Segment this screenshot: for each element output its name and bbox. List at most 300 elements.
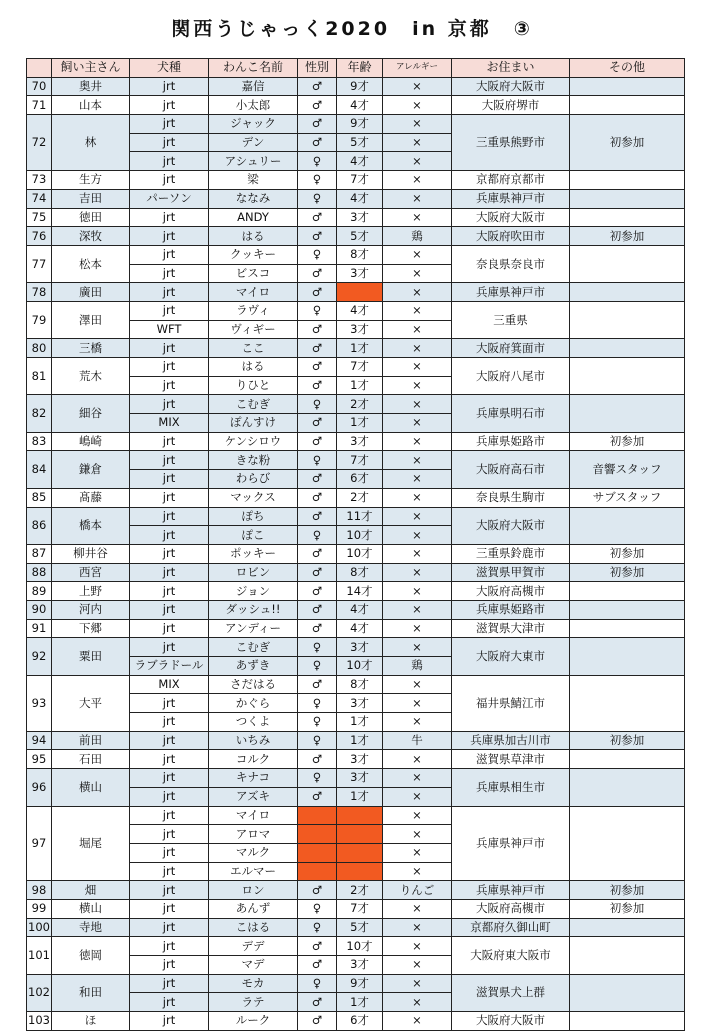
dog-sex: ♀ xyxy=(298,301,337,320)
entry-number: 103 xyxy=(27,1012,52,1031)
table-row xyxy=(27,115,685,134)
owner-name: 松本 xyxy=(52,245,130,282)
entry-number: 77 xyxy=(27,245,52,282)
dog-allergy: 鶏 xyxy=(383,657,452,676)
dog-allergy: × xyxy=(383,694,452,713)
owner-address: 兵庫県相生市 xyxy=(452,769,570,806)
dog-sex: ♂ xyxy=(298,77,337,96)
dog-name: ロン xyxy=(209,881,298,900)
dog-sex: ♂ xyxy=(298,488,337,507)
table-row xyxy=(27,731,685,750)
dog-breed: jrt xyxy=(130,731,209,750)
dog-breed: jrt xyxy=(130,993,209,1012)
dog-allergy: × xyxy=(383,769,452,788)
dog-name: きな粉 xyxy=(209,451,298,470)
dog-age: 11才 xyxy=(337,507,383,526)
table-row xyxy=(27,358,685,377)
header-other: その他 xyxy=(570,59,685,78)
table-row xyxy=(27,77,685,96)
dog-age xyxy=(337,862,383,881)
owner-address: 大阪府大阪市 xyxy=(452,208,570,227)
owner-name: 和田 xyxy=(52,974,130,1011)
dog-breed: jrt xyxy=(130,806,209,825)
owner-address: 兵庫県神戸市 xyxy=(452,806,570,881)
dog-age: 6才 xyxy=(337,470,383,489)
dog-allergy: 牛 xyxy=(383,731,452,750)
dog-sex: ♂ xyxy=(298,881,337,900)
owner-note: 初参加 xyxy=(570,544,685,563)
dog-breed: jrt xyxy=(130,339,209,358)
owner-address: 滋賀県草津市 xyxy=(452,750,570,769)
dog-age: 10才 xyxy=(337,526,383,545)
dog-breed: jrt xyxy=(130,115,209,134)
dog-breed: jrt xyxy=(130,264,209,283)
owner-address: 大阪府箕面市 xyxy=(452,339,570,358)
dog-name: ポッキー xyxy=(209,544,298,563)
dog-name: ヴィギー xyxy=(209,320,298,339)
dog-breed: MIX xyxy=(130,675,209,694)
dog-sex: ♂ xyxy=(298,358,337,377)
owner-note xyxy=(570,245,685,282)
dog-allergy: × xyxy=(383,825,452,844)
owner-address: 大阪府大阪市 xyxy=(452,77,570,96)
owner-note xyxy=(570,358,685,395)
owner-name: 横山 xyxy=(52,899,130,918)
header-dog-name: わんこ名前 xyxy=(209,59,298,78)
dog-name: マデ xyxy=(209,956,298,975)
entry-number: 83 xyxy=(27,432,52,451)
dog-sex: ♂ xyxy=(298,283,337,302)
entry-number: 92 xyxy=(27,638,52,675)
dog-sex: ♀ xyxy=(298,171,337,190)
owner-address: 京都府京都市 xyxy=(452,171,570,190)
table-row xyxy=(27,918,685,937)
dog-allergy: × xyxy=(383,507,452,526)
owner-address: 大阪府大阪市 xyxy=(452,507,570,544)
dog-allergy: × xyxy=(383,488,452,507)
dog-name: 嘉信 xyxy=(209,77,298,96)
owner-note: 初参加 xyxy=(570,432,685,451)
dog-age: 8才 xyxy=(337,675,383,694)
dog-age: 2才 xyxy=(337,395,383,414)
entry-number: 84 xyxy=(27,451,52,488)
dog-allergy: × xyxy=(383,115,452,134)
dog-name: デデ xyxy=(209,937,298,956)
dog-age xyxy=(337,806,383,825)
table-body xyxy=(27,77,685,1030)
dog-age: 3才 xyxy=(337,432,383,451)
dog-breed: jrt xyxy=(130,974,209,993)
dog-allergy: × xyxy=(383,339,452,358)
dog-name: ジョン xyxy=(209,582,298,601)
dog-name: ダッシュ!! xyxy=(209,600,298,619)
dog-sex: ♂ xyxy=(298,582,337,601)
owner-name: 奥井 xyxy=(52,77,130,96)
table-row xyxy=(27,283,685,302)
owner-name: 横山 xyxy=(52,769,130,806)
owner-note xyxy=(570,301,685,338)
owner-address: 大阪府高石市 xyxy=(452,451,570,488)
entry-number: 90 xyxy=(27,600,52,619)
entry-number: 88 xyxy=(27,563,52,582)
owner-note xyxy=(570,675,685,731)
owner-name: 廣田 xyxy=(52,283,130,302)
dog-age: 4才 xyxy=(337,189,383,208)
entry-number: 82 xyxy=(27,395,52,432)
owner-address: 大阪府堺市 xyxy=(452,96,570,115)
dog-name: ビスコ xyxy=(209,264,298,283)
dog-sex: ♀ xyxy=(298,657,337,676)
table-row xyxy=(27,600,685,619)
dog-allergy: × xyxy=(383,470,452,489)
owner-name: ほ xyxy=(52,1012,130,1031)
dog-allergy: × xyxy=(383,171,452,190)
dog-allergy: × xyxy=(383,787,452,806)
dog-breed: jrt xyxy=(130,451,209,470)
dog-allergy: × xyxy=(383,414,452,433)
dog-name: わらび xyxy=(209,470,298,489)
dog-allergy: × xyxy=(383,526,452,545)
owner-name: 畑 xyxy=(52,881,130,900)
dog-allergy: × xyxy=(383,77,452,96)
owner-note xyxy=(570,600,685,619)
dog-allergy: × xyxy=(383,619,452,638)
dog-age: 10才 xyxy=(337,544,383,563)
dog-age: 1才 xyxy=(337,993,383,1012)
owner-address: 大阪府高槻市 xyxy=(452,899,570,918)
dog-age: 3才 xyxy=(337,264,383,283)
dog-breed: jrt xyxy=(130,638,209,657)
dog-sex: ♀ xyxy=(298,638,337,657)
dog-allergy: × xyxy=(383,806,452,825)
table-row xyxy=(27,432,685,451)
dog-name: マイロ xyxy=(209,283,298,302)
table-row xyxy=(27,563,685,582)
dog-name: アシュリー xyxy=(209,152,298,171)
entry-number: 99 xyxy=(27,899,52,918)
dog-name: マックス xyxy=(209,488,298,507)
dog-name: コルク xyxy=(209,750,298,769)
owner-address: 滋賀県犬上群 xyxy=(452,974,570,1011)
dog-allergy: × xyxy=(383,245,452,264)
dog-allergy: × xyxy=(383,675,452,694)
dog-sex: ♀ xyxy=(298,899,337,918)
table-row xyxy=(27,488,685,507)
dog-name: ロビン xyxy=(209,563,298,582)
owner-note: 初参加 xyxy=(570,899,685,918)
owner-name: 山本 xyxy=(52,96,130,115)
dog-breed: jrt xyxy=(130,862,209,881)
dog-name: キナコ xyxy=(209,769,298,788)
owner-note xyxy=(570,507,685,544)
owner-name: 澤田 xyxy=(52,301,130,338)
dog-name: エルマー xyxy=(209,862,298,881)
dog-name: ここ xyxy=(209,339,298,358)
table-row xyxy=(27,750,685,769)
dog-sex: ♀ xyxy=(298,245,337,264)
dog-name: さだはる xyxy=(209,675,298,694)
dog-age: 1才 xyxy=(337,339,383,358)
dog-name: アロマ xyxy=(209,825,298,844)
dog-allergy: × xyxy=(383,189,452,208)
owner-name: 徳岡 xyxy=(52,937,130,974)
dog-breed: jrt xyxy=(130,77,209,96)
owner-address: 大阪府八尾市 xyxy=(452,358,570,395)
dog-breed: jrt xyxy=(130,470,209,489)
dog-age: 7才 xyxy=(337,358,383,377)
dog-sex: ♂ xyxy=(298,339,337,358)
dog-breed: jrt xyxy=(130,544,209,563)
dog-allergy: × xyxy=(383,208,452,227)
dog-breed: jrt xyxy=(130,918,209,937)
header-address: お住まい xyxy=(452,59,570,78)
dog-name: つくよ xyxy=(209,713,298,732)
dog-age: 3才 xyxy=(337,638,383,657)
dog-sex: ♂ xyxy=(298,750,337,769)
dog-name: ぽち xyxy=(209,507,298,526)
dog-sex: ♂ xyxy=(298,563,337,582)
dog-sex: ♂ xyxy=(298,264,337,283)
owner-address: 三重県 xyxy=(452,301,570,338)
owner-name: 林 xyxy=(52,115,130,171)
dog-allergy: × xyxy=(383,638,452,657)
dog-age: 1才 xyxy=(337,376,383,395)
owner-address: 大阪府大阪市 xyxy=(452,1012,570,1031)
dog-name: ぽんすけ xyxy=(209,414,298,433)
owner-address: 兵庫県姫路市 xyxy=(452,600,570,619)
dog-breed: jrt xyxy=(130,694,209,713)
dog-name: 梁 xyxy=(209,171,298,190)
entry-number: 74 xyxy=(27,189,52,208)
owner-note xyxy=(570,96,685,115)
dog-breed: jrt xyxy=(130,507,209,526)
dog-sex: ♀ xyxy=(298,974,337,993)
table-row xyxy=(27,974,685,993)
owner-address: 京都府久御山町 xyxy=(452,918,570,937)
owner-note xyxy=(570,1012,685,1031)
dog-breed: jrt xyxy=(130,152,209,171)
dog-breed: jrt xyxy=(130,937,209,956)
header-sex: 性別 xyxy=(298,59,337,78)
dog-name: こはる xyxy=(209,918,298,937)
dog-breed: jrt xyxy=(130,301,209,320)
dog-allergy: × xyxy=(383,320,452,339)
owner-address: 滋賀県甲賀市 xyxy=(452,563,570,582)
dog-allergy: × xyxy=(383,582,452,601)
dog-allergy: × xyxy=(383,451,452,470)
owner-note: 音響スタッフ xyxy=(570,451,685,488)
dog-sex: ♂ xyxy=(298,993,337,1012)
table-row xyxy=(27,582,685,601)
owner-note xyxy=(570,395,685,432)
owner-address: 滋賀県大津市 xyxy=(452,619,570,638)
owner-note: 初参加 xyxy=(570,731,685,750)
dog-sex xyxy=(298,806,337,825)
dog-allergy: × xyxy=(383,358,452,377)
owner-name: 細谷 xyxy=(52,395,130,432)
dog-sex: ♂ xyxy=(298,320,337,339)
entry-number: 78 xyxy=(27,283,52,302)
owner-name: 荒木 xyxy=(52,358,130,395)
dog-breed: jrt xyxy=(130,208,209,227)
owner-note xyxy=(570,77,685,96)
owner-note: 初参加 xyxy=(570,227,685,246)
dog-breed: jrt xyxy=(130,619,209,638)
dog-allergy: × xyxy=(383,956,452,975)
owner-name: 嶋崎 xyxy=(52,432,130,451)
entry-number: 79 xyxy=(27,301,52,338)
dog-allergy: × xyxy=(383,264,452,283)
owner-address: 兵庫県明石市 xyxy=(452,395,570,432)
dog-allergy: × xyxy=(383,713,452,732)
dog-breed: jrt xyxy=(130,133,209,152)
dog-allergy: 鶏 xyxy=(383,227,452,246)
table-row xyxy=(27,301,685,320)
dog-age: 1才 xyxy=(337,731,383,750)
dog-age: 4才 xyxy=(337,600,383,619)
dog-allergy: × xyxy=(383,133,452,152)
dog-age: 5才 xyxy=(337,227,383,246)
owner-address: 兵庫県神戸市 xyxy=(452,283,570,302)
entry-number: 101 xyxy=(27,937,52,974)
owner-name: 河内 xyxy=(52,600,130,619)
dog-allergy: × xyxy=(383,376,452,395)
dog-breed: パーソン xyxy=(130,189,209,208)
entry-number: 94 xyxy=(27,731,52,750)
entry-number: 76 xyxy=(27,227,52,246)
dog-allergy: × xyxy=(383,301,452,320)
dog-age: 9才 xyxy=(337,115,383,134)
owner-address: 兵庫県神戸市 xyxy=(452,189,570,208)
dog-age xyxy=(337,283,383,302)
owner-note: 初参加 xyxy=(570,881,685,900)
dog-age: 4才 xyxy=(337,96,383,115)
participant-table xyxy=(26,58,685,1031)
dog-name: こむぎ xyxy=(209,395,298,414)
dog-sex: ♂ xyxy=(298,414,337,433)
dog-name: りひと xyxy=(209,376,298,395)
owner-name: 粟田 xyxy=(52,638,130,675)
dog-age: 4才 xyxy=(337,152,383,171)
header-owner: 飼い主さん xyxy=(52,59,130,78)
owner-name: 大平 xyxy=(52,675,130,731)
dog-name: ルーク xyxy=(209,1012,298,1031)
owner-note xyxy=(570,283,685,302)
owner-name: 髙藤 xyxy=(52,488,130,507)
entry-number: 80 xyxy=(27,339,52,358)
entry-number: 86 xyxy=(27,507,52,544)
dog-age: 3才 xyxy=(337,320,383,339)
entry-number: 72 xyxy=(27,115,52,171)
owner-note xyxy=(570,806,685,881)
dog-sex: ♂ xyxy=(298,544,337,563)
dog-name: はる xyxy=(209,227,298,246)
header-breed: 犬種 xyxy=(130,59,209,78)
dog-sex xyxy=(298,843,337,862)
dog-breed: jrt xyxy=(130,1012,209,1031)
dog-breed: jrt xyxy=(130,769,209,788)
dog-breed: jrt xyxy=(130,432,209,451)
dog-name: モカ xyxy=(209,974,298,993)
dog-breed: jrt xyxy=(130,899,209,918)
dog-sex: ♂ xyxy=(298,1012,337,1031)
dog-age: 14才 xyxy=(337,582,383,601)
entry-number: 81 xyxy=(27,358,52,395)
dog-age: 7才 xyxy=(337,899,383,918)
dog-breed: jrt xyxy=(130,713,209,732)
owner-name: 石田 xyxy=(52,750,130,769)
table-row xyxy=(27,96,685,115)
table-row xyxy=(27,806,685,825)
dog-age: 3才 xyxy=(337,208,383,227)
dog-age: 2才 xyxy=(337,881,383,900)
dog-sex: ♂ xyxy=(298,937,337,956)
owner-note xyxy=(570,619,685,638)
dog-sex: ♂ xyxy=(298,133,337,152)
dog-sex: ♂ xyxy=(298,227,337,246)
header-row xyxy=(27,59,685,78)
entry-number: 75 xyxy=(27,208,52,227)
dog-breed: WFT xyxy=(130,320,209,339)
dog-allergy: × xyxy=(383,600,452,619)
dog-sex: ♀ xyxy=(298,451,337,470)
owner-note xyxy=(570,208,685,227)
dog-age: 8才 xyxy=(337,245,383,264)
owner-note xyxy=(570,918,685,937)
owner-name: 下郷 xyxy=(52,619,130,638)
owner-name: 三橋 xyxy=(52,339,130,358)
table-row xyxy=(27,395,685,414)
dog-sex: ♀ xyxy=(298,769,337,788)
owner-name: 寺地 xyxy=(52,918,130,937)
dog-name: アズキ xyxy=(209,787,298,806)
dog-sex: ♀ xyxy=(298,731,337,750)
dog-breed: jrt xyxy=(130,245,209,264)
dog-name: ANDY xyxy=(209,208,298,227)
dog-allergy: × xyxy=(383,899,452,918)
dog-sex xyxy=(298,862,337,881)
table-row xyxy=(27,544,685,563)
owner-note: サブスタッフ xyxy=(570,488,685,507)
dog-age: 7才 xyxy=(337,451,383,470)
dog-allergy: りんご xyxy=(383,881,452,900)
dog-name: アンディー xyxy=(209,619,298,638)
entry-number: 91 xyxy=(27,619,52,638)
dog-sex: ♀ xyxy=(298,152,337,171)
dog-allergy: × xyxy=(383,283,452,302)
owner-address: 兵庫県姫路市 xyxy=(452,432,570,451)
dog-allergy: × xyxy=(383,96,452,115)
dog-breed: jrt xyxy=(130,376,209,395)
owner-note: 初参加 xyxy=(570,115,685,171)
owner-note xyxy=(570,582,685,601)
table-row xyxy=(27,675,685,694)
header-age: 年齢 xyxy=(337,59,383,78)
dog-breed: jrt xyxy=(130,582,209,601)
owner-note xyxy=(570,171,685,190)
page-title: 関西うじゃっく2020 in 京都 ③ xyxy=(171,18,533,40)
dog-age: 3才 xyxy=(337,769,383,788)
dog-age xyxy=(337,843,383,862)
dog-sex: ♂ xyxy=(298,600,337,619)
header-allergy: アレルギー xyxy=(383,59,452,78)
dog-allergy: × xyxy=(383,937,452,956)
dog-sex: ♂ xyxy=(298,432,337,451)
dog-breed: jrt xyxy=(130,843,209,862)
table-row xyxy=(27,171,685,190)
dog-age: 8才 xyxy=(337,563,383,582)
dog-breed: MIX xyxy=(130,414,209,433)
